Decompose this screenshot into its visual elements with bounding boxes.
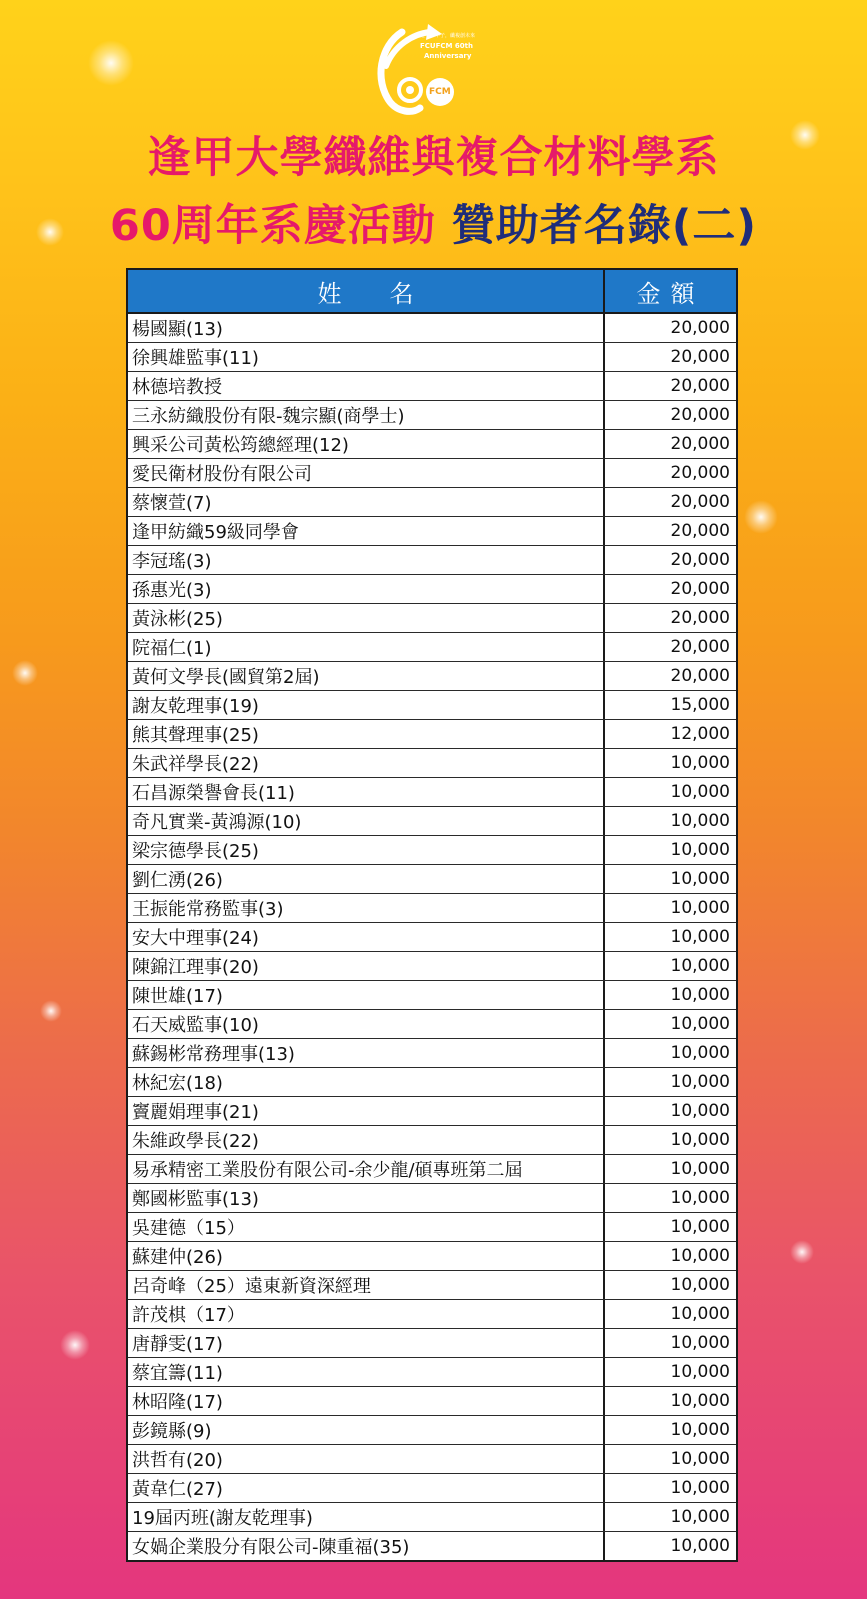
sponsor-name-cell: 徐興雄監事(11)	[128, 343, 605, 371]
sponsor-name-cell: 石天威監事(10)	[128, 1010, 605, 1038]
sponsor-name-cell: 黃韋仁(27)	[128, 1474, 605, 1502]
sponsor-name-cell: 蔡宜籌(11)	[128, 1358, 605, 1386]
sponsor-amount-cell: 10,000	[670, 1043, 730, 1063]
sponsor-amount-cell: 10,000	[670, 956, 730, 976]
table-row	[128, 1184, 736, 1213]
sponsor-name-cell: 陳錦江理事(20)	[128, 952, 605, 980]
sponsor-amount-cell: 10,000	[670, 1101, 730, 1121]
page-title-line2	[0, 192, 867, 253]
sponsor-name-cell: 鄭國彬監事(13)	[128, 1184, 605, 1212]
table-row	[128, 575, 736, 604]
sponsor-name-cell: 易承精密工業股份有限公司-余少龍/碩專班第二屆	[128, 1155, 605, 1183]
sponsor-amount-cell: 10,000	[670, 1159, 730, 1179]
table-row	[128, 1039, 736, 1068]
sponsor-amount-cell: 10,000	[670, 1188, 730, 1208]
table-row	[128, 720, 736, 749]
sponsor-amount-cell: 20,000	[670, 405, 730, 425]
sponsor-amount-cell: 10,000	[670, 1333, 730, 1353]
sponsor-amount-cell: 15,000	[670, 695, 730, 715]
sparkle	[88, 40, 134, 86]
sponsor-amount-cell: 10,000	[670, 927, 730, 947]
sponsor-name-cell: 呂奇峰（25）遠東新資深經理	[128, 1271, 605, 1299]
sponsor-name-cell: 許茂棋（17）	[128, 1300, 605, 1328]
sponsor-name-cell: 19屆丙班(謝友乾理事)	[128, 1503, 605, 1531]
sponsor-amount-cell: 20,000	[670, 637, 730, 657]
table-row	[128, 1445, 736, 1474]
anniversary-logo	[372, 22, 482, 118]
sponsor-name-cell: 黃泳彬(25)	[128, 604, 605, 632]
table-row	[128, 488, 736, 517]
sponsor-amount-cell: 10,000	[670, 898, 730, 918]
sponsor-name-cell: 孫惠光(3)	[128, 575, 605, 603]
sponsor-amount-cell: 10,000	[670, 1420, 730, 1440]
table-row	[128, 546, 736, 575]
sponsor-name-cell: 女媧企業股分有限公司-陳重福(35)	[128, 1532, 605, 1560]
sponsor-amount-cell: 20,000	[670, 550, 730, 570]
title-sponsor-list: 贊助者名錄(二)	[451, 201, 758, 251]
table-row	[128, 633, 736, 662]
logo-badge: FCM	[429, 87, 451, 97]
sponsor-name-cell: 竇麗娟理事(21)	[128, 1097, 605, 1125]
sponsor-name-cell: 興采公司黃松筠總經理(12)	[128, 430, 605, 458]
sponsor-name-cell: 楊國顯(13)	[128, 314, 605, 342]
sponsor-name-cell: 洪哲有(20)	[128, 1445, 605, 1473]
logo-line1: FCUFCM 60th	[420, 42, 473, 50]
sparkle	[40, 1000, 62, 1022]
table-header	[128, 270, 736, 314]
table-row	[128, 1387, 736, 1416]
sponsor-name-cell: 黃何文學長(國貿第2屆)	[128, 662, 605, 690]
sponsor-name-cell: 三永紡織股份有限-魏宗顯(商學士)	[128, 401, 605, 429]
table-row	[128, 865, 736, 894]
sponsor-name-cell: 朱維政學長(22)	[128, 1126, 605, 1154]
table-row	[128, 1416, 736, 1445]
sparkle	[790, 1240, 814, 1264]
table-row	[128, 952, 736, 981]
logo-tagline: 逢甲一甲子，纖複創未來	[420, 33, 476, 39]
sponsor-amount-cell: 10,000	[670, 1072, 730, 1092]
sponsor-name-cell: 王振能常務監事(3)	[128, 894, 605, 922]
sponsor-amount-cell: 10,000	[670, 1391, 730, 1411]
table-row	[128, 778, 736, 807]
sponsor-amount-cell: 20,000	[670, 347, 730, 367]
table-row	[128, 836, 736, 865]
sponsor-amount-cell: 10,000	[670, 1304, 730, 1324]
table-row	[128, 1271, 736, 1300]
sponsor-name-cell: 彭鏡縣(9)	[128, 1416, 605, 1444]
logo-line2: Anniversary	[424, 52, 472, 60]
column-header-name: 姓名	[128, 270, 605, 312]
table-body	[128, 314, 736, 1560]
column-header-amount: 金額	[636, 279, 705, 308]
sponsor-amount-cell: 12,000	[670, 724, 730, 744]
sponsor-amount-cell: 20,000	[670, 318, 730, 338]
sponsor-amount-cell: 10,000	[670, 1014, 730, 1034]
sponsor-amount-cell: 10,000	[670, 840, 730, 860]
sponsor-name-cell: 林昭隆(17)	[128, 1387, 605, 1415]
table-row	[128, 314, 736, 343]
sponsor-name-cell: 安大中理事(24)	[128, 923, 605, 951]
sponsor-amount-cell: 10,000	[670, 1507, 730, 1527]
sponsor-amount-cell: 10,000	[670, 1449, 730, 1469]
page-title-line1: 逢甲大學纖維與複合材料學系	[147, 133, 720, 183]
sponsor-amount-cell: 20,000	[670, 434, 730, 454]
table-row	[128, 662, 736, 691]
table-row	[128, 1503, 736, 1532]
sponsor-name-cell: 林紀宏(18)	[128, 1068, 605, 1096]
sparkle	[60, 1330, 90, 1360]
sponsor-amount-cell: 20,000	[670, 521, 730, 541]
sponsor-name-cell: 林德培教授	[128, 372, 605, 400]
sponsor-name-cell: 李冠瑤(3)	[128, 546, 605, 574]
sponsor-name-cell: 唐靜雯(17)	[128, 1329, 605, 1357]
table-row	[128, 372, 736, 401]
sponsor-name-cell: 謝友乾理事(19)	[128, 691, 605, 719]
table-row	[128, 807, 736, 836]
sponsor-amount-cell: 10,000	[670, 1275, 730, 1295]
sponsor-amount-cell: 20,000	[670, 579, 730, 599]
title-event-name: 60周年系慶活動	[109, 201, 436, 251]
table-row	[128, 1068, 736, 1097]
table-row	[128, 430, 736, 459]
table-row	[128, 1474, 736, 1503]
table-row	[128, 1242, 736, 1271]
sponsor-name-cell: 熊其聲理事(25)	[128, 720, 605, 748]
sponsor-amount-cell: 10,000	[670, 1536, 730, 1556]
table-row	[128, 749, 736, 778]
sponsor-amount-cell: 20,000	[670, 376, 730, 396]
table-row	[128, 604, 736, 633]
sponsor-amount-cell: 10,000	[670, 1217, 730, 1237]
sponsor-name-cell: 愛民衛材股份有限公司	[128, 459, 605, 487]
table-row	[128, 1155, 736, 1184]
table-row	[128, 1097, 736, 1126]
table-row	[128, 1213, 736, 1242]
sponsor-name-cell: 蘇錫彬常務理事(13)	[128, 1039, 605, 1067]
sponsor-amount-cell: 10,000	[670, 1130, 730, 1150]
sponsor-amount-cell: 10,000	[670, 1246, 730, 1266]
table-row	[128, 343, 736, 372]
table-row	[128, 517, 736, 546]
sponsor-amount-cell: 10,000	[670, 1362, 730, 1382]
sponsor-amount-cell: 10,000	[670, 753, 730, 773]
sponsor-amount-cell: 10,000	[670, 1478, 730, 1498]
sponsor-name-cell: 陳世雄(17)	[128, 981, 605, 1009]
table-row	[128, 923, 736, 952]
sponsor-name-cell: 劉仁湧(26)	[128, 865, 605, 893]
table-row	[128, 981, 736, 1010]
sponsor-name-cell: 石昌源榮譽會長(11)	[128, 778, 605, 806]
sponsor-name-cell: 逢甲紡織59級同學會	[128, 517, 605, 545]
table-row	[128, 691, 736, 720]
sponsor-name-cell: 吳建德（15）	[128, 1213, 605, 1241]
sparkle	[12, 660, 38, 686]
sponsor-amount-cell: 20,000	[670, 492, 730, 512]
sponsor-name-cell: 朱武祥學長(22)	[128, 749, 605, 777]
sparkle	[744, 500, 778, 534]
table-row	[128, 1126, 736, 1155]
sponsor-table	[126, 268, 738, 1562]
table-row	[128, 401, 736, 430]
sponsor-amount-cell: 20,000	[670, 463, 730, 483]
sponsor-amount-cell: 10,000	[670, 811, 730, 831]
table-row	[128, 459, 736, 488]
sponsor-name-cell: 奇凡實業-黃鴻源(10)	[128, 807, 605, 835]
table-row	[128, 1358, 736, 1387]
sponsor-amount-cell: 20,000	[670, 608, 730, 628]
sponsor-name-cell: 梁宗德學長(25)	[128, 836, 605, 864]
table-row	[128, 1329, 736, 1358]
sponsor-amount-cell: 20,000	[670, 666, 730, 686]
table-row	[128, 1532, 736, 1560]
sponsor-amount-cell: 10,000	[670, 782, 730, 802]
sponsor-name-cell: 蘇建仲(26)	[128, 1242, 605, 1270]
sponsor-amount-cell: 10,000	[670, 869, 730, 889]
table-row	[128, 894, 736, 923]
table-row	[128, 1010, 736, 1039]
sponsor-amount-cell: 10,000	[670, 985, 730, 1005]
table-row	[128, 1300, 736, 1329]
sponsor-name-cell: 院福仁(1)	[128, 633, 605, 661]
sponsor-name-cell: 蔡懷萱(7)	[128, 488, 605, 516]
